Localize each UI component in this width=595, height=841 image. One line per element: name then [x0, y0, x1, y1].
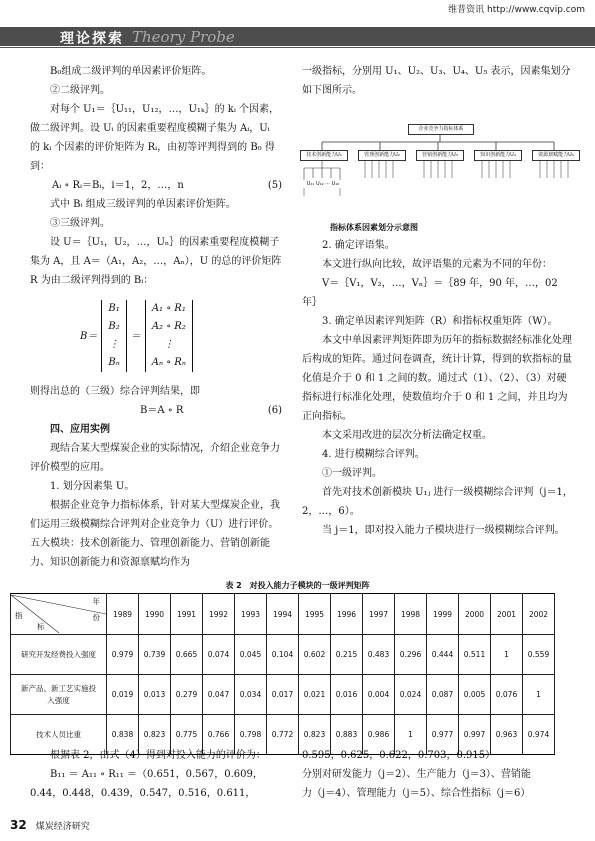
table-cell: 0.602 [299, 635, 331, 675]
corner-label-zhi: 指 [15, 611, 23, 620]
matrix-lhs: B＝ [80, 330, 98, 342]
matrix-left [101, 300, 126, 372]
table-cell: 0.986 [363, 715, 395, 755]
table-cell: 0.024 [395, 675, 427, 715]
year-header: 1992 [203, 594, 235, 635]
table-cell: 0.772 [267, 715, 299, 755]
table-corner [11, 594, 107, 635]
year-header: 1996 [331, 594, 363, 635]
paragraph: 现结合某大型煤炭企业的实际情况，介绍企业竞争力评价模型的应用。 [30, 443, 280, 473]
matrix-entry: B₁ [108, 303, 120, 314]
table-cell: 1 [491, 635, 523, 675]
table-cell: 0.798 [235, 715, 267, 755]
table-cell: 0.444 [427, 635, 459, 675]
table-cell: 0.279 [171, 675, 203, 715]
matrix-equation [30, 290, 282, 382]
table-header-row [11, 594, 555, 635]
matrix-equals: ＝ [130, 330, 141, 342]
matrix-entry: ⋮ [109, 339, 120, 350]
equation-6 [30, 401, 282, 420]
table-cell: 0.215 [331, 635, 363, 675]
diagram-caption: 指标体系因素划分示意图 [330, 223, 418, 232]
table-cell: 0.004 [363, 675, 395, 715]
subheading: ③三级评判。 [50, 218, 110, 229]
matrix-entry: B₂ [108, 321, 120, 332]
section-banner [0, 27, 595, 46]
year-header: 1994 [267, 594, 299, 635]
corner-label-biao: 标 [37, 622, 45, 631]
journal-name: 煤炭经济研究 [35, 822, 90, 832]
table-cell: 0.013 [139, 675, 171, 715]
table-cell: 1 [395, 715, 427, 755]
year-header: 1998 [395, 594, 427, 635]
table-cell: 0.511 [459, 635, 491, 675]
diagram-node-u5: 资源禀赋能力U₅ [532, 150, 580, 161]
table-cell: 0.823 [299, 715, 331, 755]
equation: V＝｛V₁，V₂，…，Vₙ｝＝｛89 年，90 年，…，02 年｝ [302, 278, 558, 308]
paragraph: 设 U＝｛U₁，U₂，…，Uₙ｝的因素重要程度模糊子集为 A，且 A＝（A₁，A₂，…，Aₙ），U 的总的评价矩阵 R 为由二级评判得到的 Bᵢ： [30, 237, 282, 286]
paragraph: 本文进行纵向比较，故评语集的元素为不同的年份： [322, 259, 552, 270]
table-cell: 0.005 [459, 675, 491, 715]
table-cell: 0.034 [235, 675, 267, 715]
table-cell: 0.997 [459, 715, 491, 755]
table-cell: 0.483 [363, 635, 395, 675]
table-cell: 0.823 [139, 715, 171, 755]
equation-line: 0.44，0.448，0.439，0.547，0.516，0.611， [30, 788, 256, 799]
table-cell: 0.838 [107, 715, 139, 755]
paragraph: 根据表 2，由式（4）得到对投入能力的评价为： [50, 750, 266, 761]
header-rule [0, 47, 595, 48]
source-url: 维普资讯 http://www.cqvip.com [448, 5, 585, 15]
left-column [30, 62, 282, 572]
row-label: 技术人员比重 [11, 715, 107, 755]
table-cell: 1 [523, 675, 555, 715]
right-column-body [302, 236, 574, 540]
matrix-right [145, 300, 193, 372]
table-cell: 0.766 [203, 715, 235, 755]
paragraph: 2. 确定评语集。 [322, 240, 395, 251]
matrix-entry: Aₙ ∘ Rₙ [151, 357, 186, 368]
equation-5 [30, 176, 282, 195]
evaluation-table [10, 593, 555, 755]
year-header: 2002 [523, 594, 555, 635]
matrix-entry: Bₙ [108, 357, 120, 368]
table-row [11, 675, 555, 715]
table-cell: 0.296 [395, 635, 427, 675]
row-label: 新产品、新工艺实施投入强度 [11, 675, 107, 715]
table-cell: 0.665 [171, 635, 203, 675]
corner-label-fen: 份 [92, 613, 100, 622]
year-header: 2001 [491, 594, 523, 635]
table-cell: 0.045 [235, 635, 267, 675]
diagram-root-node: 企业竞争力指标体系 [408, 124, 474, 135]
table-cell: 0.087 [427, 675, 459, 715]
paragraph: 力（j＝4）、管理能力（j＝5）、综合性指标（j＝6） [302, 788, 531, 799]
equation-number: (6) [267, 405, 282, 416]
table-cell: 0.775 [171, 715, 203, 755]
paragraph: 首先对技术创新模块 U₁ⱼ 进行一级模糊综合评判（j＝1，2，…，6）。 [302, 487, 573, 517]
table-cell: 0.739 [139, 635, 171, 675]
table-cell: 0.977 [427, 715, 459, 755]
table-cell: 0.559 [523, 635, 555, 675]
bottom-right-text [302, 746, 574, 803]
diagram-node-u1: 技术创新能力U₁ [300, 150, 348, 161]
paragraph: 4. 进行模糊综合评判。 [322, 449, 425, 460]
matrix-entry: A₂ ∘ R₂ [151, 321, 186, 332]
equation-line: B₁₁ ＝ A₁₁ ∘ R₁₁ ＝（0.651，0.567，0.609， [50, 769, 263, 780]
table-cell: 0.883 [331, 715, 363, 755]
table-cell: 0.076 [491, 675, 523, 715]
diagram-subfactors: U₁₁ U₁₂ ··· U₁₆ [300, 180, 346, 188]
right-column-top [302, 62, 574, 100]
paragraph: B₀组成二级评判的单因素评价矩阵。 [50, 66, 212, 77]
paragraph: 式中 Bᵢ 组成三级评判的单因素评价矩阵。 [50, 199, 236, 210]
diagram-node-u3: 营销创新能力U₃ [416, 150, 464, 161]
paragraph: 一级指标，分别用 U₁、U₂、U₃、U₄、U₅ 表示，因素集划分如下图所示。 [302, 66, 571, 96]
year-header: 1995 [299, 594, 331, 635]
table-cell: 0.047 [203, 675, 235, 715]
row-label: 研究开发经费投入强度 [11, 635, 107, 675]
paragraph: 1. 划分因素集 U。 [50, 481, 135, 492]
equation-body: B＝A ∘ R [140, 405, 184, 416]
table-cell: 0.016 [331, 675, 363, 715]
page-number: 32 [10, 818, 27, 832]
paragraph: 3. 确定单因素评判矩阵（R）和指标权重矩阵（W）。 [322, 316, 558, 327]
table-caption: 表 2 对投入能力子模块的一级评判矩阵 [225, 581, 370, 590]
matrix-entry: A₁ ∘ R₁ [151, 303, 186, 314]
paragraph: 则得出总的（三级）综合评判结果，即 [30, 386, 200, 397]
equation-number: (5) [267, 180, 282, 191]
diagram-node-u2: 管理创新能力U₂ [358, 150, 406, 161]
table-cell: 0.979 [107, 635, 139, 675]
equation-body: Aᵢ ∘ Rᵢ＝Bᵢ，i＝1，2，…，n [52, 180, 184, 191]
paragraph: 本文中单因素评判矩阵即为历年的指标数据经标准化处理后构成的矩阵。通过问卷调查，统计计算，得到的软指标的量化值是介于 0 和 1 之间的数。通过式（1）、（2）、（3）对硬指标进行标准化处理，使数值均介于 0 和 1 之间，并且均为正向指标。 [302, 335, 572, 422]
paragraph: ①一级评判。 [322, 468, 382, 479]
table-cell: 0.104 [267, 635, 299, 675]
table-cell: 0.074 [203, 635, 235, 675]
year-header: 1990 [139, 594, 171, 635]
year-header: 1993 [235, 594, 267, 635]
matrix-entry: ⋮ [163, 339, 174, 350]
paragraph: 对每个 U₁＝｛U₁₁，U₁₂，…，U₁ₖ｝的 kᵢ 个因素，做二级评判。设 Uᵢ 的因素重要程度模糊子集为 Aᵢ，Uᵢ 的 kᵢ 个因素的评价矩阵为 Rᵢ，由初等评判得到的 B₀ 得到： [30, 104, 280, 172]
corner-label-year: 年 [92, 597, 100, 606]
paragraph: 本文采用改进的层次分析法确定权重。 [322, 430, 492, 441]
paragraph: 根据企业竞争力指标体系，针对某大型煤炭企业，我们运用三级模糊综合评判对企业竞争力（U）进行评价。五大模块：技术创新能力、管理创新能力、营销创新能力、知识创新能力和资源禀赋均作为 [30, 500, 280, 568]
table-cell: 0.017 [267, 675, 299, 715]
table-cell: 0.974 [523, 715, 555, 755]
table-cell: 0.963 [491, 715, 523, 755]
section-heading: 四、应用实例 [50, 424, 110, 435]
year-header: 1991 [171, 594, 203, 635]
year-header: 1989 [107, 594, 139, 635]
factor-diagram [300, 118, 580, 218]
year-header: 1999 [427, 594, 459, 635]
paragraph: 分别对研发能力（j＝2）、生产能力（j＝3）、营销能 [302, 769, 531, 780]
diagram-node-u4: 知识创新能力U₄ [474, 150, 522, 161]
subheading: ②二级评判。 [50, 85, 110, 96]
page-footer [10, 814, 90, 833]
paragraph: 当 j＝1，即对投入能力子模块进行一级模糊综合评判。 [322, 525, 565, 536]
table-cell: 0.021 [299, 675, 331, 715]
table-row [11, 635, 555, 675]
equation-line: 0.595，0.625，0.622，0.703，0.915） [302, 750, 496, 761]
section-title-cn: 理论探索 [60, 31, 124, 47]
bottom-left-text [30, 746, 282, 803]
year-header: 2000 [459, 594, 491, 635]
year-header: 1997 [363, 594, 395, 635]
corner-cell [11, 595, 106, 633]
section-title-en: Theory Probe [132, 28, 235, 46]
table-cell: 0.019 [107, 675, 139, 715]
